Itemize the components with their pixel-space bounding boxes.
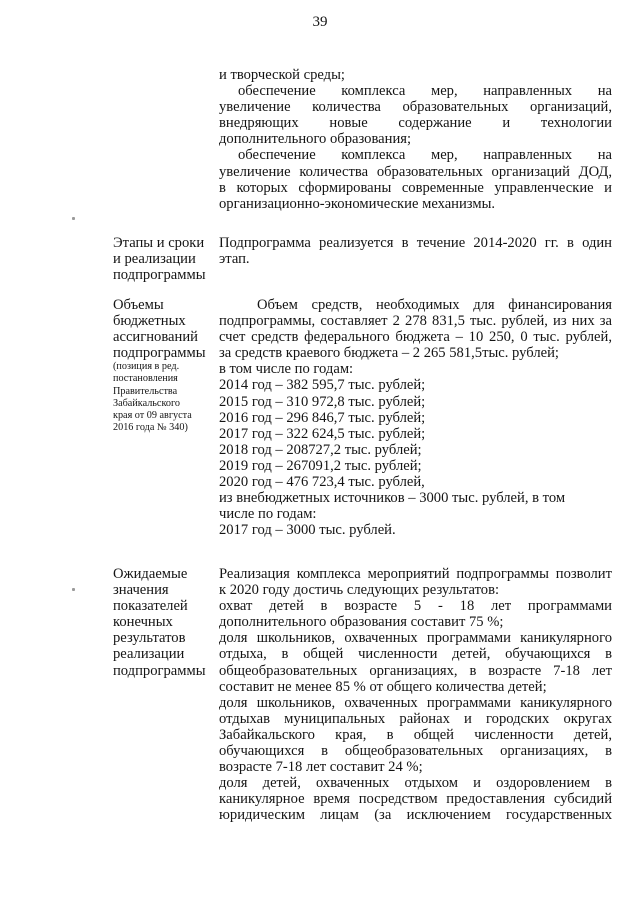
- text-line: юридическим лицам (за исключением государственных: [219, 807, 612, 824]
- text-line: охват детей в возрасте 5 - 18 лет программами: [219, 598, 612, 615]
- text-line: обеспечение комплекса мер, направленных на: [238, 83, 612, 100]
- text-line: в том числе по годам:: [219, 361, 354, 378]
- text-line: 2015 год – 310 972,8 тыс. рублей;: [219, 393, 426, 410]
- text-line: 2016 год – 296 846,7 тыс. рублей;: [219, 409, 426, 426]
- text-line: Объем средств, необходимых для финансирования: [257, 297, 612, 313]
- text-line: 2020 год – 476 723,4 тыс. рублей,: [219, 474, 425, 491]
- text-line: числе по годам:: [219, 506, 317, 523]
- text-line: к 2020 году достичь следующих результатов:: [219, 582, 500, 599]
- row-label-funding: [113, 297, 217, 434]
- continuation-text: [219, 67, 612, 212]
- text-line: возрасте 7-18 лет составит 24 %;: [219, 759, 423, 776]
- text-line: отдыхав муниципальных районах и городских округах: [219, 710, 612, 727]
- label-line: результатов: [113, 630, 186, 647]
- text-line: 2019 год – 267091,2 тыс. рублей;: [219, 457, 422, 474]
- text-line: общеобразовательных организациях, в возрасте 7-18 лет: [219, 662, 612, 679]
- text-line: доля детей, охваченных отдыхом и оздоровлением в: [219, 775, 612, 792]
- text-line: подпрограммы, составляет 2 278 831,5 тыс. рублей, из них за: [219, 313, 612, 330]
- label-line: Объемы: [113, 297, 164, 313]
- scan-mark: [72, 217, 75, 220]
- text-line: 2018 год – 208727,2 тыс. рублей;: [219, 441, 422, 458]
- label-line: подпрограммы: [113, 345, 206, 362]
- label-line: показателей: [113, 598, 188, 615]
- text-line: внедряющих новые содержание и технологии: [219, 115, 612, 132]
- label-line: подпрограммы: [113, 267, 206, 284]
- text-line: дополнительного образования;: [219, 131, 412, 148]
- label-line: подпрограммы: [113, 662, 206, 679]
- text-line: 2017 год – 322 624,5 тыс. рублей;: [219, 425, 426, 442]
- text-line: организационно-экономические механизмы.: [219, 195, 496, 212]
- text-line: отдыха, в общей численности детей, обучающихся в: [219, 646, 612, 663]
- label-line: реализации: [113, 646, 185, 663]
- text-line: из внебюджетных источников – 3000 тыс. рублей, в том: [219, 490, 566, 507]
- note-line: Правительства: [113, 385, 178, 397]
- row-content-results: [219, 566, 612, 824]
- text-line: 2014 год – 382 595,7 тыс. рублей;: [219, 377, 426, 394]
- label-line: и реализации: [113, 251, 196, 268]
- text-line: увеличение количества образовательных организаций,: [219, 99, 612, 116]
- text-line: 2017 год – 3000 тыс. рублей.: [219, 522, 396, 539]
- text-line: в которых сформированы современные управленческие и: [219, 179, 612, 196]
- text-line: доля школьников, охваченных программами каникулярного: [219, 694, 612, 711]
- page-number: 39: [312, 14, 328, 30]
- text-line: обучающихся в общеобразовательных организациях, в: [219, 743, 612, 760]
- text-line: этап.: [219, 251, 250, 268]
- row-content-stages: [219, 235, 612, 267]
- label-line: значения: [113, 582, 169, 599]
- text-line: составит не менее 85 % от общего количества детей;: [219, 678, 547, 695]
- text-line: увеличение количества образовательных организаций ДОД,: [219, 163, 612, 180]
- note-line: постановления: [113, 373, 178, 385]
- label-line: конечных: [113, 614, 173, 631]
- label-line: бюджетных: [113, 313, 186, 330]
- note-line: Забайкальского: [113, 397, 180, 409]
- text-line: за средств краевого бюджета – 2 265 581,5тыс. рублей;: [219, 345, 559, 362]
- text-line: и творческой среды;: [219, 67, 345, 83]
- text-line: дополнительного образования составит 75 %;: [219, 614, 504, 631]
- note-line: 2016 года № 340): [113, 421, 188, 433]
- text-line: Реализация комплекса мероприятий подпрограммы позволит: [219, 566, 612, 582]
- amendment-note: [113, 361, 217, 434]
- text-line: обеспечение комплекса мер, направленных на: [238, 147, 612, 164]
- row-label-results: [113, 566, 217, 679]
- label-line: ассигнований: [113, 329, 198, 346]
- label-line: Ожидаемые: [113, 566, 188, 582]
- label-line: Этапы и сроки: [113, 235, 205, 251]
- text-line: Подпрограмма реализуется в течение 2014-2020 гг. в один: [219, 235, 612, 251]
- note-line: (позиция в ред.: [113, 361, 180, 373]
- text-line: доля школьников, охваченных программами каникулярного: [219, 630, 612, 647]
- row-content-funding: [219, 297, 612, 538]
- scan-mark: [72, 588, 75, 591]
- row-label-stages: [113, 235, 217, 283]
- text-line: Забайкальского края, в общей численности детей,: [219, 726, 612, 743]
- note-line: края от 09 августа: [113, 409, 192, 421]
- text-line: счет средств федерального бюджета – 10 250, 0 тыс. рублей,: [219, 329, 612, 346]
- text-line: каникулярное время посредством предоставления субсидий: [219, 791, 612, 808]
